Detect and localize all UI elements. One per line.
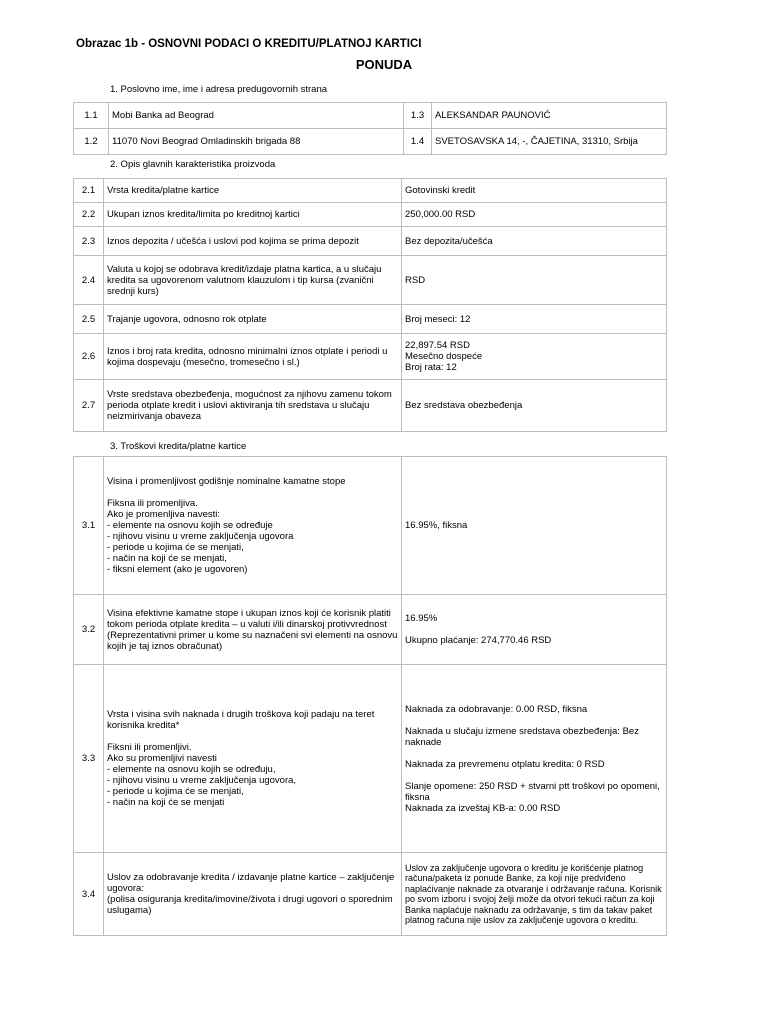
costs-row: [74, 665, 667, 853]
section-3-title: 3. Troškovi kredita/platne kartice: [110, 441, 247, 452]
row-number: 2.7: [74, 380, 104, 432]
row-label: Trajanje ugovora, odnosno rok otplate: [104, 305, 402, 334]
row-number: 1.3: [404, 103, 432, 129]
row-value: Gotovinski kredit: [402, 179, 667, 203]
row-label: Ukupan iznos kredita/limita po kreditnoj kartici: [104, 203, 402, 227]
row-value: Naknada za odobravanje: 0.00 RSD, fiksna Naknada u slučaju izmene sredstava obezbeđenja: Bez naknade Naknada za prevremenu otplatu kredita: 0 RSD Slanje opomene: 250 RSD + stvarni ptt troškovi po opomeni, fiksna Naknada za izveštaj KB-a: 0.00 RSD: [402, 665, 667, 853]
row-value: Bez depozita/učešća: [402, 227, 667, 256]
client-name: ALEKSANDAR PAUNOVIĆ: [432, 103, 667, 129]
row-number: 2.1: [74, 179, 104, 203]
row-number: 3.2: [74, 595, 104, 665]
row-label: Visina efektivne kamatne stope i ukupan iznos koji će korisnik platiti tokom perioda otplate kredita – u valuti i/ili dinarskoj protivvrednost (Reprezentativni primer u kome su naznačeni svi elementi na osnovu kojih je taj iznos obračunat): [104, 595, 402, 665]
row-value: Broj meseci: 12: [402, 305, 667, 334]
row-value: 250,000.00 RSD: [402, 203, 667, 227]
row-label: Vrsta kredita/platne kartice: [104, 179, 402, 203]
row-number: 3.3: [74, 665, 104, 853]
row-value: 16.95% Ukupno plaćanje: 274,770.46 RSD: [402, 595, 667, 665]
row-label: Valuta u kojoj se odobrava kredit/izdaje platna kartica, a u slučaju kredita sa ugovorenom valutnom klauzulom i tip kursa (zvanični srednji kurs): [104, 256, 402, 305]
row-label: Iznos i broj rata kredita, odnosno minimalni iznos otplate i periodi u kojima dospevaju (mesečno, tromesečno i sl.): [104, 334, 402, 380]
costs-table: [73, 456, 667, 936]
costs-row: [74, 595, 667, 665]
row-label: Vrsta i visina svih naknada i drugih troškova koji padaju na teret korisnika kredita* Fiksni ili promenljivi. Ako su promenljivi navesti - elemente na osnovu kojih se određuju, - njihovu visinu u vreme zaključenja ugovora, - periode u kojima će se menjati, - način na koji će se menjati: [104, 665, 402, 853]
parties-table: [73, 102, 667, 155]
row-value: RSD: [402, 256, 667, 305]
row-number: 1.4: [404, 129, 432, 155]
costs-row: [74, 853, 667, 936]
product-row: [74, 256, 667, 305]
form-title: Obrazac 1b - OSNOVNI PODACI O KREDITU/PLATNOJ KARTICI: [76, 38, 422, 50]
product-row: [74, 380, 667, 432]
product-row: [74, 227, 667, 256]
bank-address: 11070 Novi Beograd Omladinskih brigada 88: [109, 129, 404, 155]
row-number: 2.5: [74, 305, 104, 334]
row-value: 22,897.54 RSD Mesečno dospeće Broj rata: 12: [402, 334, 667, 380]
row-number: 3.1: [74, 457, 104, 595]
product-table: [73, 178, 667, 432]
row-number: 2.2: [74, 203, 104, 227]
row-label: Visina i promenljivost godišnje nominalne kamatne stope Fiksna ili promenljiva. Ako je promenljiva navesti: - elemente na osnovu kojih se određuje - njihovu visinu u vreme zaključenja ugovora - periode u kojima će se menjati, - način na koji će se menjati, - fiksni element (ako je ugovoren): [104, 457, 402, 595]
parties-row: [74, 103, 667, 129]
row-number: 2.6: [74, 334, 104, 380]
row-number: 2.4: [74, 256, 104, 305]
row-number: 3.4: [74, 853, 104, 936]
row-value: Uslov za zaključenje ugovora o kreditu je korišćenje platnog računa/paketa iz ponude Banke, za koji nije predviđeno naplaćivanje naknade za otvaranje i održavanje računa. Korisnik po svom izboru i svojoj želji može da otvori tekući račun za koji Banka naplaćuje naknadu za održavanje, s tim da takav paket platnog računa nije uslov za zaključenje ugovora o kreditu.: [402, 853, 667, 936]
offer-heading: PONUDA: [355, 57, 413, 72]
row-label: Uslov za odobravanje kredita / izdavanje platne kartice – zaključenje ugovora: (polisa osiguranja kredita/imovine/života i drugi ugovori o sporednim uslugama): [104, 853, 402, 936]
product-row: [74, 305, 667, 334]
row-number: 1.2: [74, 129, 109, 155]
costs-row: [74, 457, 667, 595]
section-2-title: 2. Opis glavnih karakteristika proizvoda: [110, 159, 276, 170]
row-number: 2.3: [74, 227, 104, 256]
bank-name: Mobi Banka ad Beograd: [109, 103, 404, 129]
row-label: Iznos depozita / učešća i uslovi pod kojima se prima depozit: [104, 227, 402, 256]
client-address: SVETOSAVSKA 14, -, ČAJETINA, 31310, Srbija: [432, 129, 667, 155]
row-label: Vrste sredstava obezbeđenja, mogućnost za njihovu zamenu tokom perioda otplate kredit i uslovi aktiviranja tih sredstava u slučaju neizmirivanja obaveza: [104, 380, 402, 432]
row-value: Bez sredstava obezbeđenja: [402, 380, 667, 432]
parties-row: [74, 129, 667, 155]
product-row: [74, 179, 667, 203]
section-1-title: 1. Poslovno ime, ime i adresa predugovornih strana: [110, 84, 328, 95]
product-row: [74, 334, 667, 380]
row-value: 16.95%, fiksna: [402, 457, 667, 595]
row-number: 1.1: [74, 103, 109, 129]
product-row: [74, 203, 667, 227]
